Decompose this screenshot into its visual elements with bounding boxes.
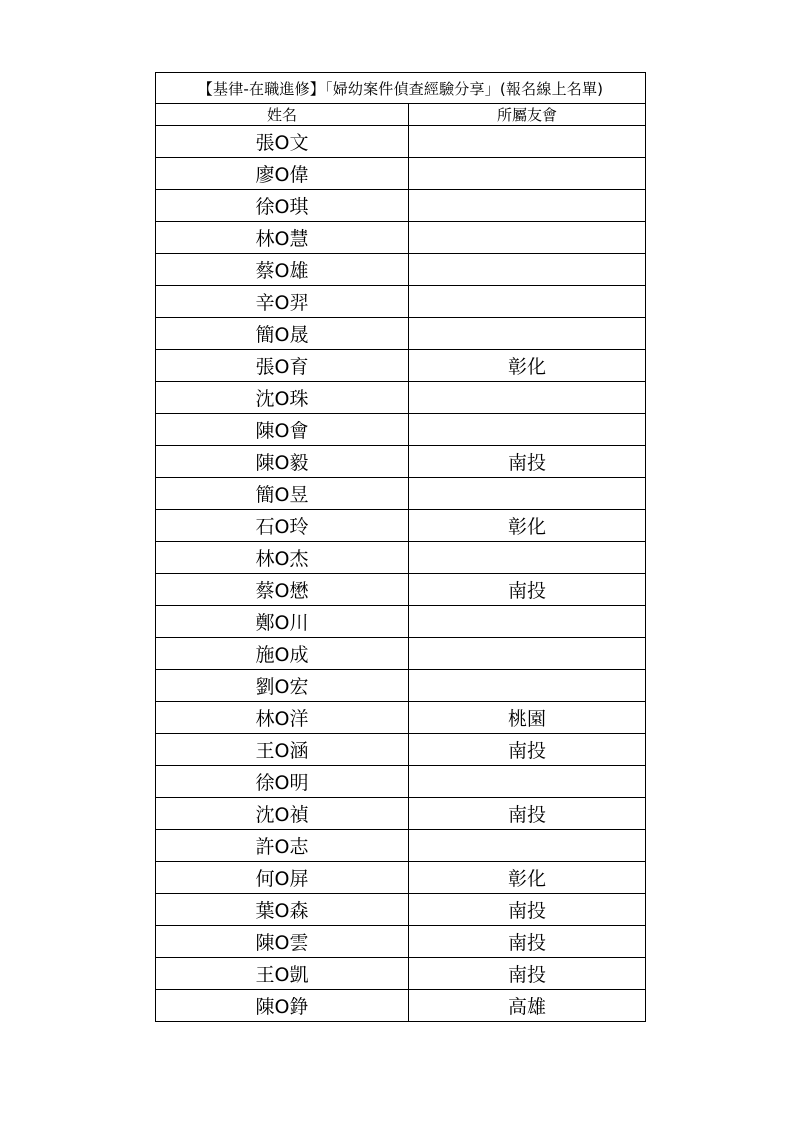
table-row <box>156 382 646 414</box>
name-cell: 蔡O懋 <box>156 574 409 606</box>
table-row <box>156 894 646 926</box>
association-cell <box>409 542 646 574</box>
association-cell <box>409 190 646 222</box>
name-cell: 張O育 <box>156 350 409 382</box>
name-cell: 石O玲 <box>156 510 409 542</box>
table-row <box>156 126 646 158</box>
table-row <box>156 606 646 638</box>
name-cell: 陳O雲 <box>156 926 409 958</box>
association-cell <box>409 286 646 318</box>
association-cell <box>409 158 646 190</box>
table-row <box>156 446 646 478</box>
name-cell: 王O凱 <box>156 958 409 990</box>
association-cell: 彰化 <box>409 862 646 894</box>
name-cell: 林O洋 <box>156 702 409 734</box>
association-cell: 高雄 <box>409 990 646 1022</box>
association-cell: 南投 <box>409 446 646 478</box>
table-row <box>156 766 646 798</box>
association-cell: 南投 <box>409 574 646 606</box>
table-row <box>156 350 646 382</box>
table-row <box>156 926 646 958</box>
name-cell: 林O慧 <box>156 222 409 254</box>
name-cell: 沈O禎 <box>156 798 409 830</box>
table-row <box>156 510 646 542</box>
association-cell <box>409 318 646 350</box>
table-row <box>156 542 646 574</box>
table-row <box>156 670 646 702</box>
association-cell <box>409 670 646 702</box>
name-cell: 辛O羿 <box>156 286 409 318</box>
name-cell: 劉O宏 <box>156 670 409 702</box>
table-row <box>156 702 646 734</box>
table-row <box>156 958 646 990</box>
name-cell: 徐O明 <box>156 766 409 798</box>
association-cell: 彰化 <box>409 510 646 542</box>
table-row <box>156 478 646 510</box>
name-cell: 廖O偉 <box>156 158 409 190</box>
name-cell: 陳O錚 <box>156 990 409 1022</box>
table-row <box>156 190 646 222</box>
table-row <box>156 734 646 766</box>
table-row <box>156 574 646 606</box>
table-row <box>156 990 646 1022</box>
name-cell: 施O成 <box>156 638 409 670</box>
name-cell: 簡O昱 <box>156 478 409 510</box>
roster-sheet <box>155 72 645 1022</box>
name-cell: 簡O晟 <box>156 318 409 350</box>
association-cell <box>409 478 646 510</box>
table-row <box>156 830 646 862</box>
header-association: 所屬友會 <box>409 104 646 126</box>
association-cell <box>409 126 646 158</box>
table-row <box>156 222 646 254</box>
table-row <box>156 158 646 190</box>
association-cell: 南投 <box>409 926 646 958</box>
association-cell <box>409 766 646 798</box>
association-cell: 南投 <box>409 798 646 830</box>
name-cell: 張O文 <box>156 126 409 158</box>
association-cell <box>409 606 646 638</box>
table-row <box>156 254 646 286</box>
roster-body <box>156 126 646 1022</box>
name-cell: 陳O毅 <box>156 446 409 478</box>
association-cell: 桃園 <box>409 702 646 734</box>
association-cell: 南投 <box>409 958 646 990</box>
association-cell <box>409 254 646 286</box>
table-title: 【基律-在職進修】「婦幼案件偵查經驗分享」(報名線上名單) <box>156 73 646 104</box>
name-cell: 何O屏 <box>156 862 409 894</box>
association-cell <box>409 382 646 414</box>
association-cell: 南投 <box>409 894 646 926</box>
association-cell <box>409 222 646 254</box>
header-name: 姓名 <box>156 104 409 126</box>
name-cell: 林O杰 <box>156 542 409 574</box>
roster-table <box>155 72 646 1022</box>
table-row <box>156 414 646 446</box>
name-cell: 徐O琪 <box>156 190 409 222</box>
table-row <box>156 798 646 830</box>
table-row <box>156 638 646 670</box>
association-cell <box>409 830 646 862</box>
name-cell: 沈O珠 <box>156 382 409 414</box>
table-row <box>156 862 646 894</box>
name-cell: 王O涵 <box>156 734 409 766</box>
table-row <box>156 286 646 318</box>
association-cell <box>409 638 646 670</box>
name-cell: 許O志 <box>156 830 409 862</box>
name-cell: 鄭O川 <box>156 606 409 638</box>
name-cell: 葉O森 <box>156 894 409 926</box>
association-cell: 彰化 <box>409 350 646 382</box>
table-row <box>156 318 646 350</box>
association-cell <box>409 414 646 446</box>
name-cell: 蔡O雄 <box>156 254 409 286</box>
name-cell: 陳O會 <box>156 414 409 446</box>
association-cell: 南投 <box>409 734 646 766</box>
